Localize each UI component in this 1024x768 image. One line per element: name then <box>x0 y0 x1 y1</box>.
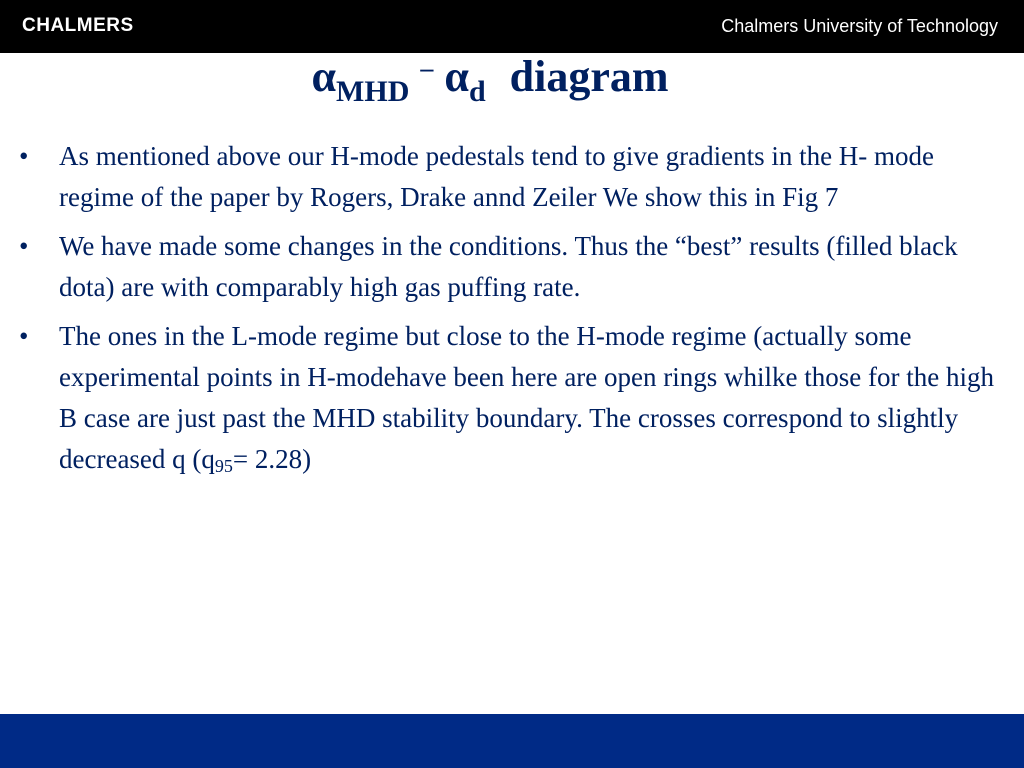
bullet-text: We have made some changes in the conditions. Thus the “best” results (filled black dota) are with comparably high gas puffing rate. <box>59 231 958 302</box>
slide-title <box>0 52 980 108</box>
header-bar <box>0 0 1024 53</box>
bullet-item <box>0 316 1000 480</box>
bullet-text: As mentioned above our H-mode pedestals tend to give gradients in the H- mode regime of the paper by Rogers, Drake annd Zeiler We show this in Fig 7 <box>59 141 935 212</box>
chalmers-logo: CHALMERS <box>22 15 134 36</box>
bullet-marker: • <box>19 321 29 351</box>
bullet-list <box>0 136 1000 488</box>
title-subscript-mhd: MHD <box>336 75 410 108</box>
bullet-text-end: = 2.28) <box>232 444 312 474</box>
bullet-item <box>0 226 1000 308</box>
bullet-marker: • <box>19 231 29 261</box>
title-word: diagram <box>509 52 669 101</box>
bullet-text <box>59 321 994 474</box>
title-alpha-d: α <box>444 52 469 101</box>
bullet-item <box>0 136 1000 218</box>
footer-bar <box>0 714 1024 768</box>
title-alpha-mhd: α <box>311 52 337 101</box>
title-subscript-d: d <box>468 75 486 108</box>
bullet-text-main: The ones in the L-mode regime but close to the H-mode regime (actually some experimental points in H-modehave been here are open rings whilke those for the high B case are just past the MHD stability boundary. The crosses correspond to slightly decreased q (q <box>59 321 994 474</box>
bullet-marker: • <box>19 141 29 171</box>
title-minus: – <box>420 54 434 83</box>
institution-name: Chalmers University of Technology <box>721 16 998 36</box>
bullet-subscript: 95 <box>214 456 233 476</box>
